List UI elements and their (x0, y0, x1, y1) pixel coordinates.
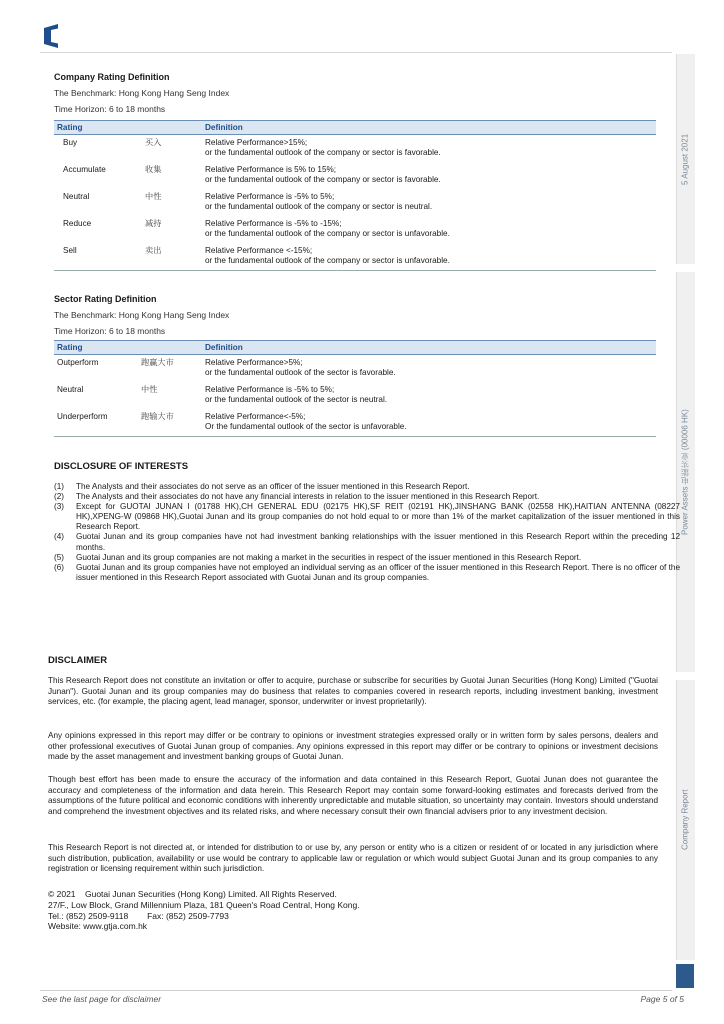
definition-cell: Relative Performance <-15%; or the fundamental outlook of the company or sector is unfavorable. (202, 243, 656, 271)
sector-horizon: Time Horizon: 6 to 18 months (54, 326, 166, 336)
sector-rating-title: Sector Rating Definition (54, 294, 157, 304)
table-row (54, 409, 656, 437)
rating-cell: Buy 买入 (63, 138, 162, 147)
company-rating-table (54, 120, 656, 271)
company-horizon: Time Horizon: 6 to 18 months (54, 104, 166, 114)
rating-cell: Neutral 中性 (57, 385, 158, 394)
header-definition: Definition (202, 341, 656, 355)
phone-line: Tel.: (852) 2509-9118 Fax: (852) 2509-7793 (48, 910, 229, 921)
rating-cell: Outperform 跑赢大市 (57, 358, 174, 367)
header-rule (40, 52, 672, 53)
definition-cell: Relative Performance is -5% to -15%; or the fundamental outlook of the company or sector is unfavorable. (205, 219, 450, 238)
copyright-line: © 2021 Guotai Junan Securities (Hong Kong) Limited. All Rights Reserved. (48, 889, 337, 899)
table-row (54, 216, 656, 243)
rating-cell: Neutral 中性 (63, 192, 162, 201)
sector-benchmark: The Benchmark: Hong Kong Hang Seng Index (54, 310, 230, 320)
table-header-row (54, 121, 656, 135)
sidebar-date: 5 August 2021 (680, 133, 690, 185)
rating-cell: Accumulate 收集 (63, 165, 162, 174)
list-item: (3) Except for GUOTAI JUNAN I (01788 HK),CH GENERAL EDU (02175 HK),SF REIT (02191 HK),JINSHANG BANK (02558 HK),HAITIAN ANTENNA (08227 HK),XPENG-W (09868 HK),Guotai Junan and its group companies do not hold equal to or more than 1% of the market capitalization of the issuer mentioned in this Research Report. (54, 502, 680, 532)
address-line: 27/F., Low Block, Grand Millennium Plaza, 181 Queen's Road Central, Hong Kong. (48, 899, 360, 910)
disclosure-list (54, 482, 680, 583)
footer-disclaimer-note: See the last page for disclaimer (42, 994, 162, 1004)
website-line[interactable]: Website: www.gtja.com.hk (48, 921, 148, 932)
disclaimer-paragraph: This Research Report is not directed at, or intended for distribution to or use by, any person or entity who is a citizen or resident of or located in any jurisdiction where such distribution, publication, availability or use would be contrary to applicable law or regulation or which would subject Guotai Junan and its group companies to any registration or licensing requirement within such jurisdiction. (48, 843, 658, 874)
company-rating-title: Company Rating Definition (54, 72, 170, 82)
footer-rule (40, 990, 672, 991)
disclaimer-paragraph: Though best effort has been made to ensure the accuracy of the information and data contained in this Research Report, Guotai Junan does not guarantee the accuracy and completeness of the information and data herein. This Research Report may contain some forward-looking estimates and forecasts derived from the assumptions of the future political and economic conditions with inherently unpredictable and mutable situation, so uncertainty may contain. Investors should understand and comprehend the investment objectives and its related risks, and where necessary consult their own financial advisers prior to any investment decision. (48, 775, 658, 816)
list-item: (1) The Analysts and their associates do not serve as an officer of the issuer mentioned in this Research Report. (54, 482, 470, 491)
disclaimer-paragraph: Any opinions expressed in this report may differ or be contrary to opinions or investment strategies expressed orally or in written form by sales persons, dealers and other professional executives of Guotai Junan group of companies. Any opinions expressed in this report may differ or be contrary to opinions or investment decisions made by the asset management and investment banking groups of Guotai Junan. (48, 731, 658, 762)
rating-cell: Underperform 跑输大市 (54, 409, 202, 437)
table-row (54, 382, 656, 409)
table-header-row (54, 341, 656, 355)
definition-cell: Relative Performance>5%; or the fundamental outlook of the sector is favorable. (205, 358, 396, 377)
list-item: (6) Guotai Junan and its group companies have not employed an individual serving as an officer of the issuer mentioned in this Research Report. There is no officer of the issuer mentioned in this Research Report associated with Guotai Junan and its group companies. (54, 562, 680, 582)
sidebar-report-type: Company Report (680, 789, 690, 851)
header-rating: Rating (54, 121, 202, 135)
contact-block (48, 889, 360, 932)
disclosure-title: DISCLOSURE OF INTERESTS (54, 461, 189, 472)
disclaimer-title: DISCLAIMER (48, 655, 108, 666)
header-definition: Definition (202, 121, 656, 135)
table-row (54, 243, 656, 271)
list-item: (5) Guotai Junan and its group companies are not making a market in the securities in respect of the issuer mentioned in this Research Report. (54, 552, 582, 562)
sector-rating-table (54, 340, 656, 437)
table-row (54, 162, 656, 189)
table-row (54, 355, 656, 383)
sidebar-company: Power Assets 电能实业 (00006 HK) (680, 409, 690, 535)
table-row (54, 135, 656, 163)
definition-cell: Relative Performance>15%; or the fundamental outlook of the company or sector is favorable. (205, 138, 441, 157)
definition-cell: Relative Performance<-5%; Or the fundamental outlook of the sector is unfavorable. (202, 409, 656, 437)
definition-cell: Relative Performance is -5% to 5%; or the fundamental outlook of the sector is neutral. (205, 385, 388, 404)
sidebar-accent-mark (676, 964, 694, 988)
definition-cell: Relative Performance is 5% to 15%; or the fundamental outlook of the company or sector is favorable. (205, 165, 441, 184)
table-row (54, 189, 656, 216)
list-item: (2) The Analysts and their associates do not have any financial interests in relation to the issuer mentioned in this Research Report. (54, 492, 540, 502)
definition-cell: Relative Performance is -5% to 5%; or the fundamental outlook of the company or sector is neutral. (205, 192, 433, 211)
rating-cell: Reduce 减持 (63, 219, 162, 228)
list-item: (4) Guotai Junan and its group companies have not had investment banking relationships with the issuer mentioned in this Research Report within the preceding 12 months. (54, 532, 680, 552)
disclaimer-paragraph: This Research Report does not constitute an invitation or offer to acquire, purchase or subscribe for securities by Guotai Junan Securities (Hong Kong) Limited ("Guotai Junan"). Guotai Junan and its group companies may do business that relates to companies covered in research reports, including investment banking, investment services, etc. (for example, the placing agent, lead manager, sponsor, underwriter or invest proprietarily). (48, 676, 658, 707)
header-rating: Rating (54, 341, 202, 355)
company-logo-icon (42, 24, 64, 48)
page-number: Page 5 of 5 (640, 994, 684, 1004)
rating-cell: Sell 卖出 (54, 243, 202, 271)
company-benchmark: The Benchmark: Hong Kong Hang Seng Index (54, 88, 230, 98)
